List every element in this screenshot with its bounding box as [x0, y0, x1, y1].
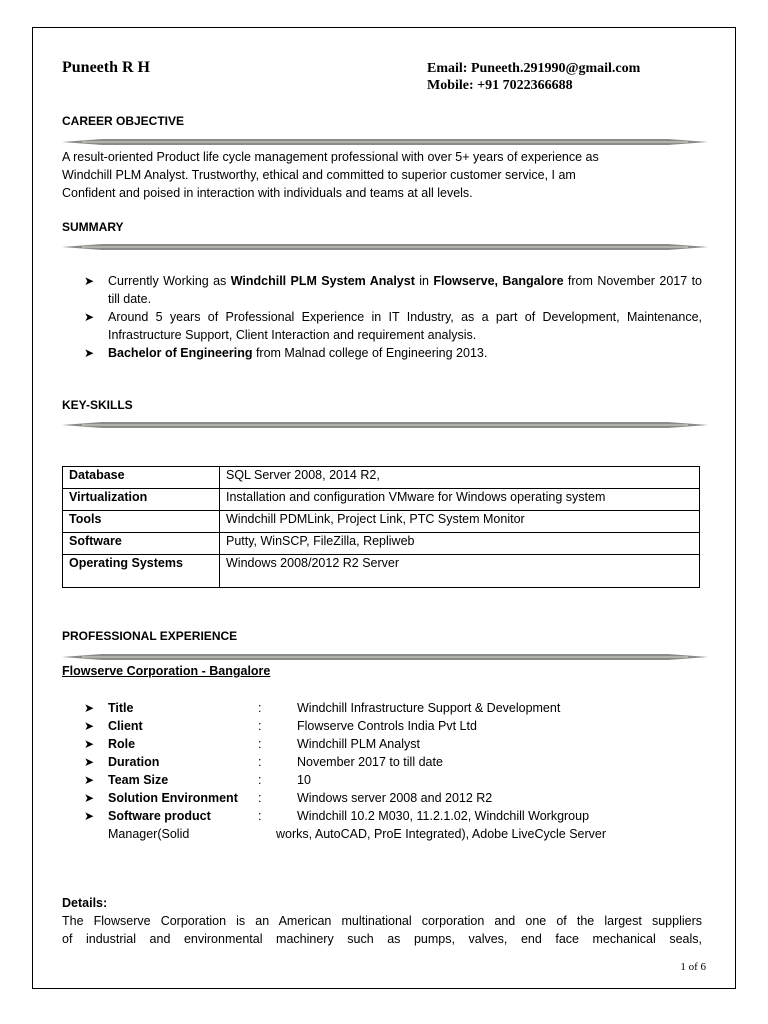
arrow-bullet-icon: ➤	[84, 719, 95, 733]
email-line: Email: Puneeth.291990@gmail.com	[427, 61, 641, 76]
skill-value: Windows 2008/2012 R2 Server	[220, 555, 700, 588]
mobile-label: Mobile	[427, 78, 469, 93]
career-objective-heading: CAREER OBJECTIVE	[62, 114, 185, 128]
arrow-bullet-icon: ➤	[84, 310, 95, 324]
arrow-bullet-icon: ➤	[84, 701, 95, 715]
details-text	[62, 912, 702, 948]
email-label: Email	[427, 61, 463, 76]
section-divider	[62, 651, 708, 663]
section-divider	[62, 241, 708, 253]
mobile-value: +91 7022366688	[477, 78, 573, 93]
arrow-bullet-icon: ➤	[84, 274, 95, 288]
arrow-bullet-icon: ➤	[84, 755, 95, 769]
continuation-right: works, AutoCAD, ProE Integrated), Adobe LiveCycle Server	[276, 827, 607, 841]
continuation-left: Manager(Solid	[108, 827, 190, 841]
details-line: The Flowserve Corporation is an American multinational corporation and one of the largest suppliers	[62, 914, 702, 928]
experience-heading: PROFESSIONAL EXPERIENCE	[62, 629, 238, 643]
arrow-bullet-icon: ➤	[84, 773, 95, 787]
company-name: Flowserve Corporation - Bangalore	[62, 664, 271, 678]
skill-value: Installation and configuration VMware for Windows operating system	[220, 489, 700, 511]
email-value[interactable]: Puneeth.291990@gmail.com	[470, 61, 641, 76]
table-row	[63, 489, 700, 511]
skill-key: Virtualization	[63, 489, 220, 511]
summary-list	[84, 272, 702, 362]
key-skills-heading: KEY-SKILLS	[62, 398, 133, 412]
table-row	[63, 511, 700, 533]
details-line: of industrial and environmental machinery such as pumps, valves, end face mechanical seals,	[62, 932, 702, 946]
page-number: 1 of 6	[680, 961, 706, 973]
skill-key: Software	[63, 533, 220, 555]
summary-heading: SUMMARY	[62, 220, 124, 234]
skill-key: Operating Systems	[63, 555, 220, 588]
skill-value: SQL Server 2008, 2014 R2,	[220, 467, 700, 489]
arrow-bullet-icon: ➤	[84, 737, 95, 751]
objective-line: Windchill PLM Analyst. Trustworthy, ethical and committed to superior customer service, I am	[62, 168, 576, 182]
skill-key: Database	[63, 467, 220, 489]
objective-line: A result-oriented Product life cycle management professional with over 5+ years of experience as	[62, 150, 599, 164]
section-divider	[62, 136, 708, 148]
skill-value: Putty, WinSCP, FileZilla, Repliweb	[220, 533, 700, 555]
skills-table	[62, 466, 700, 588]
mobile-line: Mobile: +91 7022366688	[427, 78, 573, 93]
details-heading: Details:	[62, 896, 108, 910]
arrow-bullet-icon: ➤	[84, 791, 95, 805]
list-item: ➤ Currently Working as Windchill PLM System Analyst in Flowserve, Bangalore from November 2017 to till date.	[84, 274, 702, 306]
list-item: ➤ Around 5 years of Professional Experience in IT Industry, as a part of Development, Maintenance, Infrastructure Support, Client Interaction and requirement analysis.	[84, 310, 702, 342]
objective-line: Confident and poised in interaction with individuals and teams at all levels.	[62, 186, 473, 200]
skill-key: Tools	[63, 511, 220, 533]
skill-value: Windchill PDMLink, Project Link, PTC System Monitor	[220, 511, 700, 533]
table-row	[63, 467, 700, 489]
section-divider	[62, 419, 708, 431]
list-item: ➤ Bachelor of Engineering from Malnad college of Engineering 2013.	[84, 346, 488, 360]
table-row	[63, 555, 700, 588]
candidate-name: Puneeth R H	[62, 59, 150, 76]
table-row	[63, 533, 700, 555]
arrow-bullet-icon: ➤	[84, 346, 95, 360]
arrow-bullet-icon: ➤	[84, 809, 95, 823]
career-objective-text	[62, 148, 702, 202]
